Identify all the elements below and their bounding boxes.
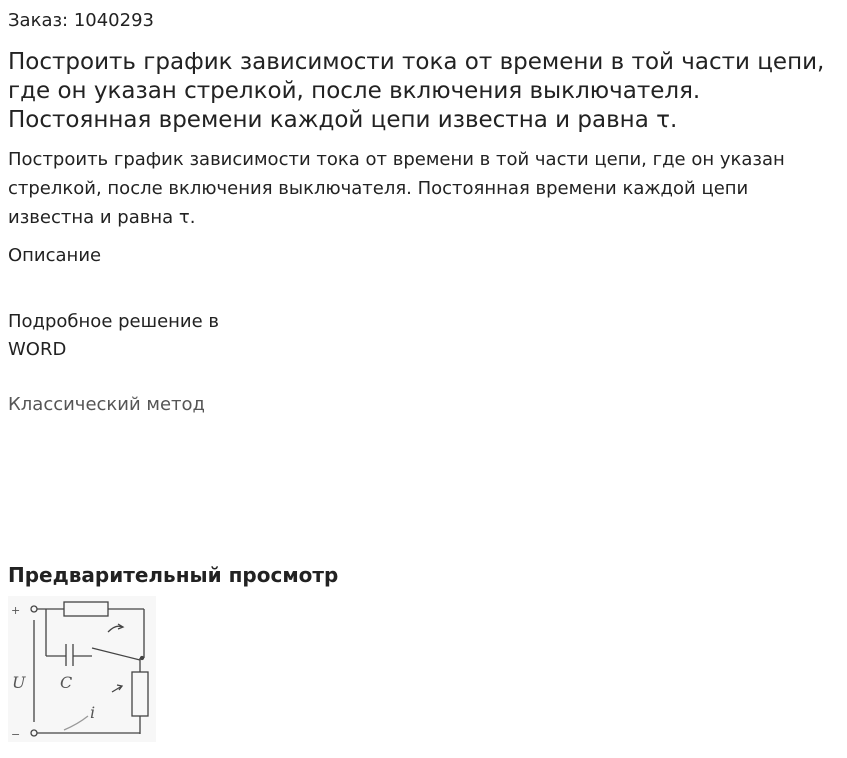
- voltage-label: U: [12, 673, 26, 692]
- current-label: i: [90, 703, 96, 722]
- order-number: Заказ: 1040293: [8, 10, 154, 31]
- solution-method: Классический метод: [8, 394, 205, 415]
- bottom-terminal: [31, 730, 37, 736]
- description-label: Описание: [8, 245, 102, 266]
- top-resistor: [64, 602, 108, 616]
- preview-heading: Предварительный просмотр: [8, 563, 339, 587]
- page-title: Построить график зависимости тока от времени в той части цепи, где он указан стрелкой, после включения выключателя. Постоянная времени каждой цепи известна и равна τ.: [8, 49, 825, 133]
- right-resistor: [132, 672, 148, 716]
- capacitor-label: C: [60, 673, 73, 692]
- solution-format: Подробное решение в WORD: [8, 311, 220, 360]
- switch-blade: [92, 648, 140, 660]
- circuit-preview-image: [8, 596, 156, 742]
- circuit-diagram: [8, 596, 156, 742]
- top-terminal: [31, 606, 37, 612]
- task-description: Построить график зависимости тока от времени в той части цепи, где он указан стрелкой, после включения выключателя. Постоянная времени каждой цепи известна и равна τ.: [8, 149, 785, 228]
- minus-sign: −: [11, 728, 21, 741]
- plus-sign: +: [11, 604, 21, 617]
- switch-arrow: [108, 626, 122, 632]
